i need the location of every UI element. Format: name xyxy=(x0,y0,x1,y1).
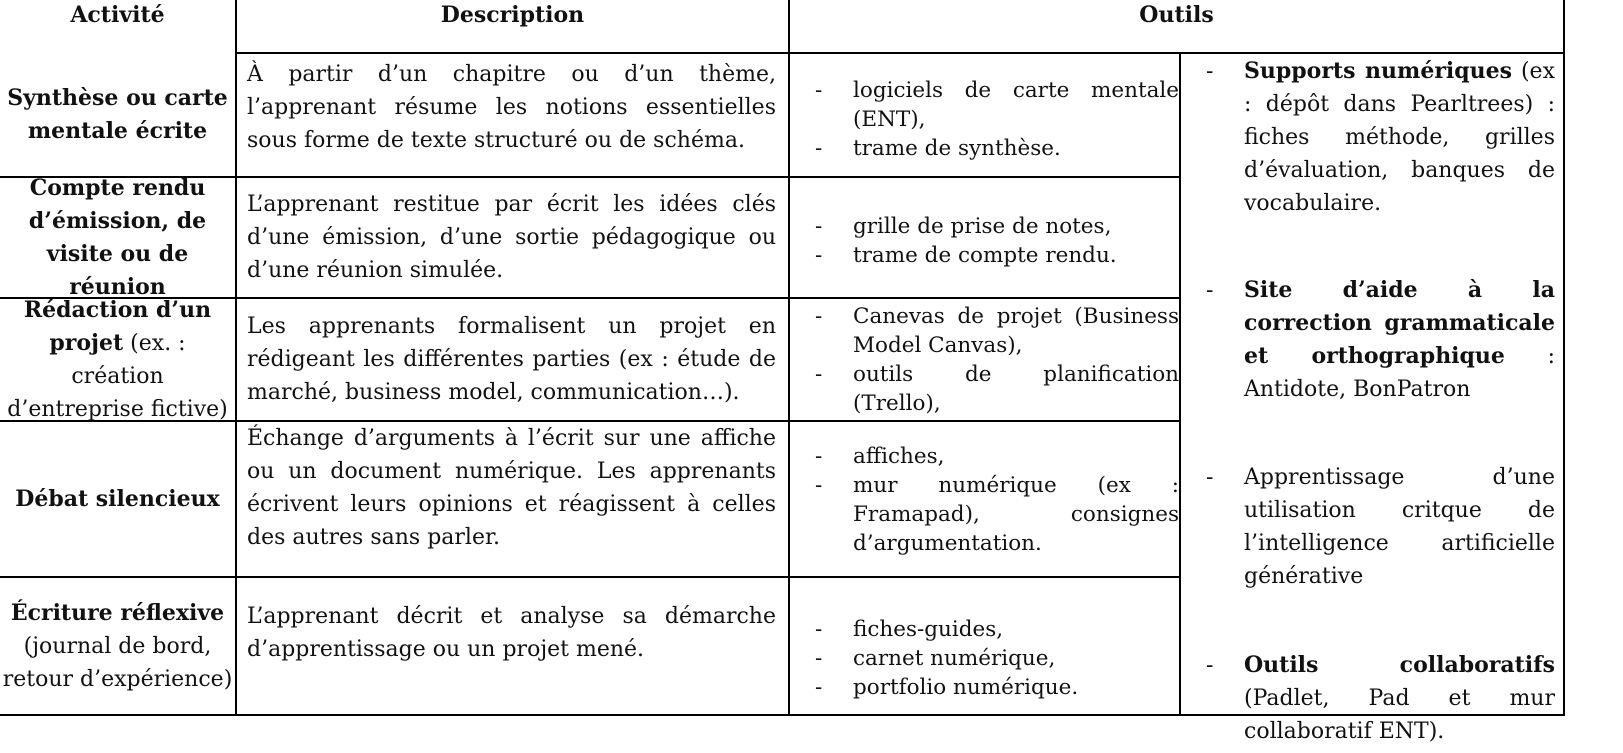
shared-tool-text: : Antidote, BonPatron xyxy=(1244,344,1555,402)
tool-item: - mur numérique (ex : Framapad), consignes d’argumentation. xyxy=(790,471,1179,558)
rule-col-1 xyxy=(235,0,237,716)
tool-item: - grille de prise de notes, xyxy=(790,212,1179,241)
row-3-description: Les apprenants formalisent un projet en rédigeant les différentes parties (ex : étude de marché, business model, communication…). xyxy=(247,314,776,405)
row-5-description: L’apprenant décrit et analyse sa démarche d’apprentissage ou un projet mené. xyxy=(247,604,776,662)
shared-tool-title: Supports numériques xyxy=(1244,58,1513,84)
row-2-activity xyxy=(0,174,235,300)
tool-item: - fiches-guides, xyxy=(790,615,1179,644)
tool-item: - trame de synthèse. xyxy=(790,134,1179,163)
row-1-tools xyxy=(790,54,1179,176)
rule-col-4 xyxy=(1563,0,1565,716)
row-5-tools xyxy=(790,578,1179,714)
row-1-activity xyxy=(0,54,235,176)
shared-tool-4 xyxy=(1181,649,1555,744)
shared-tool-3 xyxy=(1181,461,1555,601)
shared-tool-title: Site d’aide à la correction grammaticale et orthographique xyxy=(1244,277,1555,369)
row-5-activity xyxy=(0,578,235,714)
tool-item: - carnet numérique, xyxy=(790,644,1179,673)
activity-title: Synthèse ou carte mentale écrite xyxy=(7,85,228,144)
row-4-tools xyxy=(790,422,1179,576)
row-4-activity xyxy=(0,422,235,576)
row-1-description: À partir d’un chapitre ou d’un thème, l’apprenant résume les notions essentielles sous forme de texte structuré ou de schéma. xyxy=(247,62,776,153)
tool-item: - logiciels de carte mentale (ENT), xyxy=(790,76,1179,134)
shared-tool-1 xyxy=(1181,55,1555,215)
row-3-tools xyxy=(790,299,1179,420)
tool-item: - outils de planification (Trello), xyxy=(790,360,1179,418)
row-2-description: L’apprenant restitue par écrit les idées clés d’une émission, d’une sortie pédagogique ou d’une réunion simulée. xyxy=(247,192,776,283)
tool-item: - affiches, xyxy=(790,442,1179,471)
activity-title: Écriture réflexive xyxy=(10,599,225,626)
header-description: Description xyxy=(440,1,585,28)
activity-subtitle: (ex. : création d’entreprise fictive) xyxy=(7,330,228,422)
tool-item: - Canevas de projet (Business Model Canvas), xyxy=(790,302,1179,360)
shared-tool-text: (Padlet, Pad et mur collaboratif ENT). xyxy=(1244,686,1555,744)
shared-tool-text: (ex : dépôt dans Pearltrees) : fiches méthode, grilles d’évaluation, banques de vocabulaire. xyxy=(1244,59,1555,216)
shared-tool-text: Apprentissage d’une utilisation critque de l’intelligence artificielle générative xyxy=(1244,465,1555,589)
activity-title: Rédaction d’un projet xyxy=(23,296,212,356)
tool-item: - trame de compte rendu. xyxy=(790,241,1179,270)
tool-item: - portfolio numérique. xyxy=(790,673,1179,702)
row-2-tools xyxy=(790,178,1179,297)
shared-tool-2 xyxy=(1181,274,1555,414)
header-tools: Outils xyxy=(1139,1,1214,28)
activity-title: Compte rendu d’émission, de visite ou de réunion xyxy=(28,174,207,300)
activity-title: Débat silencieux xyxy=(15,485,220,512)
row-3-activity xyxy=(0,296,235,422)
header-activity: Activité xyxy=(70,1,165,28)
row-4-description: Échange d’arguments à l’écrit sur une affiche ou un document numérique. Les apprenants écrivent leurs opinions et réagissent à celles des autres sans parler. xyxy=(247,426,776,550)
shared-tool-title: Outils collaboratifs xyxy=(1244,652,1555,678)
activity-subtitle: (journal de bord, retour d’expérience) xyxy=(2,633,233,692)
